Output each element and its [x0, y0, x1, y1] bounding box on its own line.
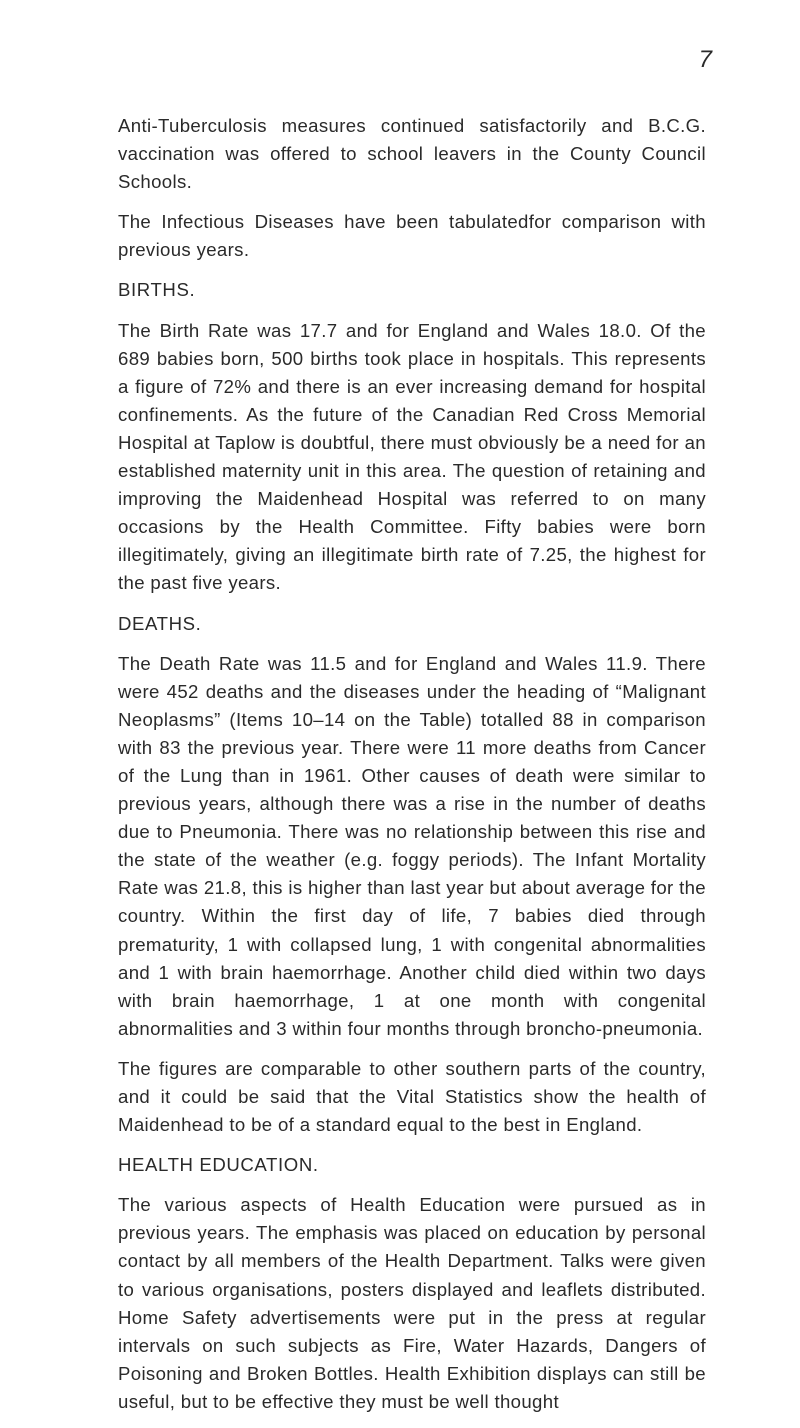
heading-births: BIRTHS. [118, 279, 196, 301]
document-body [118, 112, 706, 1428]
paragraph-vital-statistics: The figures are comparable to other southern parts of the country, and it could be said that the Vital Statistics show the health of Maidenhead to be of a standard equal to the best in England. [118, 1057, 706, 1136]
paragraph-infectious-diseases: The Infectious Diseases have been tabulatedfor comparison with previous years. [118, 211, 706, 261]
paragraph-deaths: The Death Rate was 11.5 and for England and Wales 11.9. There were 452 deaths and the diseases under the heading of “Malignant Neoplasms” (Items 10–14 on the Table) totalled 88 in comparison with 83 the previous year. There were 11 more deaths from Cancer of the Lung than in 1961. Other causes of death were similar to previous years, although there was a rise in the number of deaths due to Pneumonia. There was no relationship between this rise and the state of the weather (e.g. foggy periods). The Infant Mortality Rate was 21.8, this is higher than last year but about average for the country. Within the first day of life, 7 babies died through prematurity, 1 with collapsed lung, 1 with congenital abnormalities and 1 with brain haemorrhage. Another child died within two days with brain haemorrhage, 1 at one month with congenital abnormalities and 3 within four months through broncho-pneumonia. [118, 652, 706, 1039]
paragraph-births: The Birth Rate was 17.7 and for England and Wales 18.0. Of the 689 babies born, 500 births took place in hospitals. This represents a figure of 72% and there is an ever increasing demand for hospital confinements. As the future of the Canadian Red Cross Memorial Hospital at Taplow is doubtful, there must obviously be a need for an established maternity unit in this area. The question of retaining and improving the Maidenhead Hospital was referred to on many occasions by the Health Committee. Fifty babies were born illegitimately, giving an illegitimate birth rate of 7.25, the highest for the past five years. [118, 319, 706, 594]
paragraph-anti-tuberculosis: Anti-Tuberculosis measures continued satisfactorily and B.C.G. vaccination was offered to school leavers in the County Council Schools. [118, 115, 706, 193]
heading-deaths: DEATHS. [118, 612, 202, 634]
paragraph-health-education: The various aspects of Health Education were pursued as in previous years. The emphasis was placed on education by personal contact by all members of the Health Department. Talks were given to various organisations, posters displayed and leaflets distributed. Home Safety advertisements were put in the press at regular intervals on such subjects as Fire, Water Hazards, Dangers of Poisoning and Broken Bottles. Health Exhibition displays can still be useful, but to be effective they must be well thought [118, 1194, 706, 1412]
heading-health-education: HEALTH EDUCATION. [118, 1154, 319, 1176]
page-number: 7 [698, 46, 712, 73]
